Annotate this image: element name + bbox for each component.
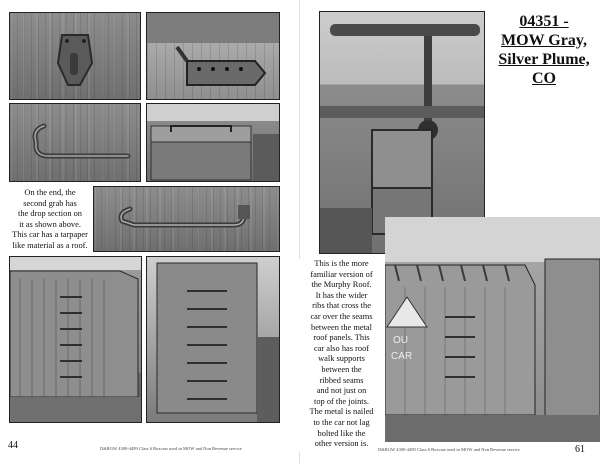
caption-line: This car has a tarpaper [12,230,88,240]
caption-line: it as shown above. [19,219,81,229]
caption-line: other version is. [314,439,369,449]
car-title [488,12,600,88]
page-number-right: 61 [575,444,585,455]
caption-line: This is the more [314,259,369,268]
page-number-left: 44 [8,440,18,451]
caption-line: car also has roof [313,343,370,353]
caption-line: the drop section on [18,209,82,219]
title-line: CO [532,70,556,87]
title-line: MOW Gray, [501,32,587,49]
boxcar-murphy-icon [385,217,600,442]
caption-line: like material as a roof. [12,240,88,250]
caption-line: It has the wider [315,290,368,300]
roof-lid-icon [147,104,280,182]
boxcar-ladder-icon [10,257,142,423]
caption-line: between the [321,364,362,374]
car-lettering-car: CAR [391,351,413,362]
caption-line: to the car not lag [313,417,370,427]
drop-grab-icon [10,13,141,100]
photo-roof-end [146,103,280,182]
caption-line: second grab has [23,198,77,208]
caption-line: On the end, the [24,188,76,197]
footer-right: D&RGW 4300-4499 Class 6 Boxcars used in MOW and Non Revenue service [378,447,520,452]
caption-line: ribbed seams [319,375,364,385]
caption-line: the Murphy Roof. [311,280,372,290]
caption-line: between the metal [311,322,372,332]
right-caption [298,259,385,452]
photo-boxcar-murphy-roof [385,217,600,442]
grab-iron-icon [10,104,141,182]
title-line: 04351 - [519,13,569,30]
caption-line: car over the seams [310,311,373,321]
caption-line: walk supports [318,354,365,364]
caption-line: The metal is nailed [309,407,374,417]
footer-left: D&RGW 4300-4499 Class 6 Boxcars used in MOW and Non Revenue service [100,446,242,451]
car-lettering-ou: OU [393,335,408,346]
boxcar-end-ladder-icon [147,257,280,423]
photo-boxcar-side-left [9,256,142,423]
grab-iron-drop-icon [94,187,280,252]
photo-drop-grab-detail [9,12,141,100]
right-page [300,0,600,464]
caption-line: bolted like the [317,428,366,438]
photo-boxcar-end-left [146,256,280,423]
bracket-icon [147,13,280,100]
caption-line: ribs that cross the [312,301,371,311]
photo-bracket-detail [146,12,280,100]
caption-line: top of the joints. [314,396,369,406]
caption-line: roof panels. This [313,333,370,343]
left-caption [10,188,90,252]
caption-line: familiar version of [310,269,373,279]
photo-grab-iron [9,103,141,182]
caption-line: and not just on [316,386,367,396]
title-line: Silver Plume, [498,51,590,68]
photo-grab-iron-drop-section [93,186,280,252]
